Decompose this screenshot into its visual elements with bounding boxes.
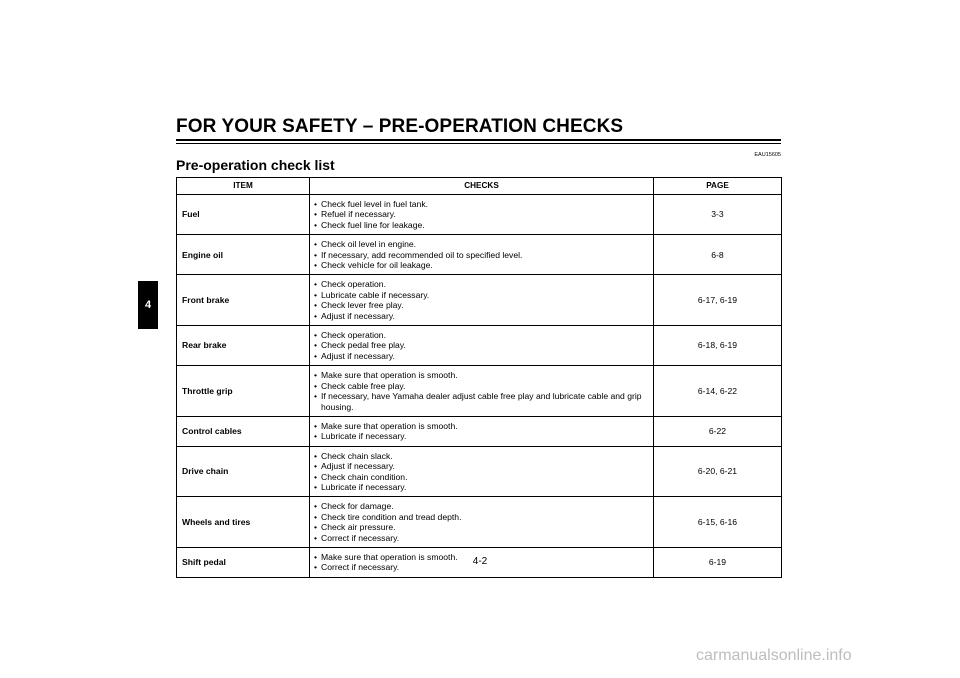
- table-row: [177, 275, 782, 326]
- table-row: [177, 497, 782, 548]
- check-list-item: • Check cable free play.: [314, 381, 650, 391]
- row-checks: [310, 416, 654, 446]
- check-list-item: • Check for damage.: [314, 501, 650, 511]
- check-list-item: • Correct if necessary.: [314, 533, 650, 543]
- row-page-reference: 6-22: [654, 416, 782, 446]
- row-checks: [310, 366, 654, 417]
- column-header-page: PAGE: [654, 178, 782, 195]
- row-page-reference: 6-17, 6-19: [654, 275, 782, 326]
- check-list-item: • Lubricate if necessary.: [314, 431, 650, 441]
- check-list-item: • Make sure that operation is smooth.: [314, 552, 650, 562]
- row-checks: [310, 446, 654, 497]
- row-checks: [310, 326, 654, 366]
- table-row: [177, 446, 782, 497]
- row-checks: [310, 235, 654, 275]
- table-body: [177, 195, 782, 578]
- check-list-item: • Check fuel level in fuel tank.: [314, 199, 650, 209]
- check-list-item: • Check pedal free play.: [314, 340, 650, 350]
- check-list: [314, 501, 650, 543]
- check-list-item: • Correct if necessary.: [314, 562, 650, 572]
- row-checks: [310, 195, 654, 235]
- row-page-reference: 6-20, 6-21: [654, 446, 782, 497]
- check-list-item: • Check tire condition and tread depth.: [314, 512, 650, 522]
- row-item-name: Engine oil: [177, 235, 310, 275]
- watermark-text: carmanualsonline.info: [696, 647, 852, 664]
- row-checks: [310, 275, 654, 326]
- chapter-tab: [138, 281, 158, 329]
- check-list: [314, 451, 650, 493]
- row-item-name: Fuel: [177, 195, 310, 235]
- chapter-tab-label: 4: [144, 299, 152, 311]
- check-list-item: • Adjust if necessary.: [314, 351, 650, 361]
- table-row: [177, 416, 782, 446]
- check-list-item: • Adjust if necessary.: [314, 311, 650, 321]
- check-list-item: • Lubricate if necessary.: [314, 482, 650, 492]
- check-list-item: • If necessary, add recommended oil to specified level.: [314, 250, 650, 260]
- check-list-item: • Refuel if necessary.: [314, 209, 650, 219]
- section-title: Pre-operation check list: [176, 157, 335, 173]
- check-list: [314, 239, 650, 270]
- check-list-item: • Lubricate cable if necessary.: [314, 290, 650, 300]
- row-item-name: Throttle grip: [177, 366, 310, 417]
- table-row: [177, 235, 782, 275]
- document-code: EAU15605: [754, 152, 781, 158]
- check-list-item: • Make sure that operation is smooth.: [314, 370, 650, 380]
- table-header-row: [177, 178, 782, 195]
- row-page-reference: 6-8: [654, 235, 782, 275]
- header-rule-thick: [176, 139, 781, 141]
- check-list: [314, 330, 650, 361]
- row-page-reference: 6-15, 6-16: [654, 497, 782, 548]
- row-page-reference: 6-18, 6-19: [654, 326, 782, 366]
- check-list-item: • Make sure that operation is smooth.: [314, 421, 650, 431]
- check-list: [314, 199, 650, 230]
- check-list-item: • Check chain condition.: [314, 472, 650, 482]
- check-list-item: • Check operation.: [314, 330, 650, 340]
- row-item-name: Shift pedal: [177, 547, 310, 577]
- check-list: [314, 279, 650, 321]
- table-row: [177, 366, 782, 417]
- check-list-item: • Check operation.: [314, 279, 650, 289]
- check-list: [314, 370, 650, 412]
- check-list-item: • Check chain slack.: [314, 451, 650, 461]
- column-header-checks: CHECKS: [310, 178, 654, 195]
- page-header-title: FOR YOUR SAFETY – PRE-OPERATION CHECKS: [176, 116, 624, 137]
- row-page-reference: 3-3: [654, 195, 782, 235]
- row-item-name: Wheels and tires: [177, 497, 310, 548]
- check-list-item: • Adjust if necessary.: [314, 461, 650, 471]
- row-page-reference: 6-14, 6-22: [654, 366, 782, 417]
- check-list-item: • Check vehicle for oil leakage.: [314, 260, 650, 270]
- page-number: 4-2: [472, 556, 488, 567]
- check-list: [314, 421, 650, 442]
- header-rule-thin: [176, 143, 781, 144]
- check-list-item: • Check fuel line for leakage.: [314, 220, 650, 230]
- check-list-item: • Check air pressure.: [314, 522, 650, 532]
- check-list-item: • If necessary, have Yamaha dealer adjust cable free play and lubricate cable and grip housing.: [314, 391, 650, 412]
- row-page-reference: 6-19: [654, 547, 782, 577]
- row-checks: [310, 497, 654, 548]
- column-header-item: ITEM: [177, 178, 310, 195]
- check-list-item: • Check lever free play.: [314, 300, 650, 310]
- pre-operation-check-table: [176, 177, 782, 578]
- row-item-name: Drive chain: [177, 446, 310, 497]
- table-row: [177, 195, 782, 235]
- row-item-name: Control cables: [177, 416, 310, 446]
- row-item-name: Rear brake: [177, 326, 310, 366]
- table-row: [177, 326, 782, 366]
- check-list-item: • Check oil level in engine.: [314, 239, 650, 249]
- row-item-name: Front brake: [177, 275, 310, 326]
